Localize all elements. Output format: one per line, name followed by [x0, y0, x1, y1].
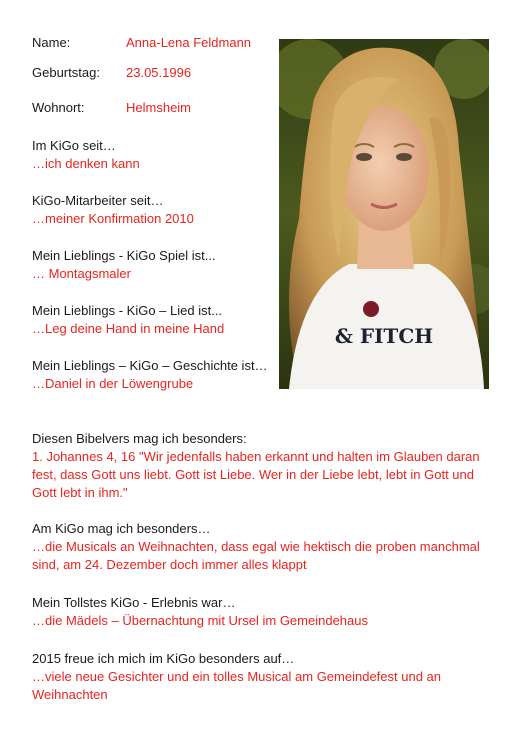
residence-row [32, 99, 191, 117]
block-question: Am KiGo mag ich besonders… [32, 521, 211, 536]
birthday-row [32, 64, 191, 82]
block-question: 2015 freue ich mich im KiGo besonders auf… [32, 651, 295, 666]
question-text: Mein Lieblings - KiGo Spiel ist... [32, 248, 216, 263]
question-text: Mein Lieblings - KiGo – Lied ist... [32, 303, 223, 318]
answer-text: …meiner Konfirmation 2010 [32, 211, 194, 226]
likes-block [32, 520, 502, 574]
question-favorite-story [32, 357, 268, 393]
answer-text: … Montagsmaler [32, 266, 131, 281]
block-question: Mein Tollstes KiGo - Erlebnis war… [32, 595, 236, 610]
question-favorite-game [32, 247, 216, 283]
name-row [32, 34, 251, 52]
birthday-label: Geburtstag: [32, 65, 100, 80]
block-answer: …die Mädels – Übernachtung mit Ursel im Gemeindehaus [32, 613, 368, 628]
question-text: Im KiGo seit… [32, 138, 116, 153]
question-helper-since [32, 192, 194, 228]
block-question: Diesen Bibelvers mag ich besonders: [32, 431, 247, 446]
question-favorite-song [32, 302, 224, 338]
question-text: KiGo-Mitarbeiter seit… [32, 193, 164, 208]
name-value: Anna-Lena Feldmann [126, 35, 252, 50]
question-kigo-since [32, 137, 140, 173]
shirt-text: & FITCH [334, 324, 434, 348]
name-label: Name: [32, 35, 71, 50]
answer-text: …Daniel in der Löwengrube [32, 376, 194, 391]
profile-photo [279, 39, 489, 389]
block-answer: …viele neue Gesichter und ein tolles Musical am Gemeindefest und an Weihnachten [32, 669, 441, 702]
best-experience-block [32, 594, 502, 630]
question-text: Mein Lieblings – KiGo – Geschichte ist… [32, 358, 268, 373]
answer-text: …ich denken kann [32, 156, 140, 171]
looking-forward-block [32, 650, 502, 704]
portrait-image [279, 39, 489, 389]
block-answer: …die Musicals an Weihnachten, dass egal wie hektisch die proben manchmal sind, am 24. Dezember doch immer alles klappt [32, 539, 480, 572]
bible-verse-block [32, 430, 502, 502]
residence-value: Helmsheim [126, 100, 192, 115]
block-answer: 1. Johannes 4, 16 "Wir jedenfalls haben erkannt und halten im Glauben daran fest, dass Gott uns liebt. Gott ist Liebe. Wer in der Liebe lebt, lebt in Gott und Gott lebt in ihm." [32, 449, 480, 500]
birthday-value: 23.05.1996 [126, 65, 192, 80]
residence-label: Wohnort: [32, 100, 85, 115]
answer-text: …Leg deine Hand in meine Hand [32, 321, 225, 336]
